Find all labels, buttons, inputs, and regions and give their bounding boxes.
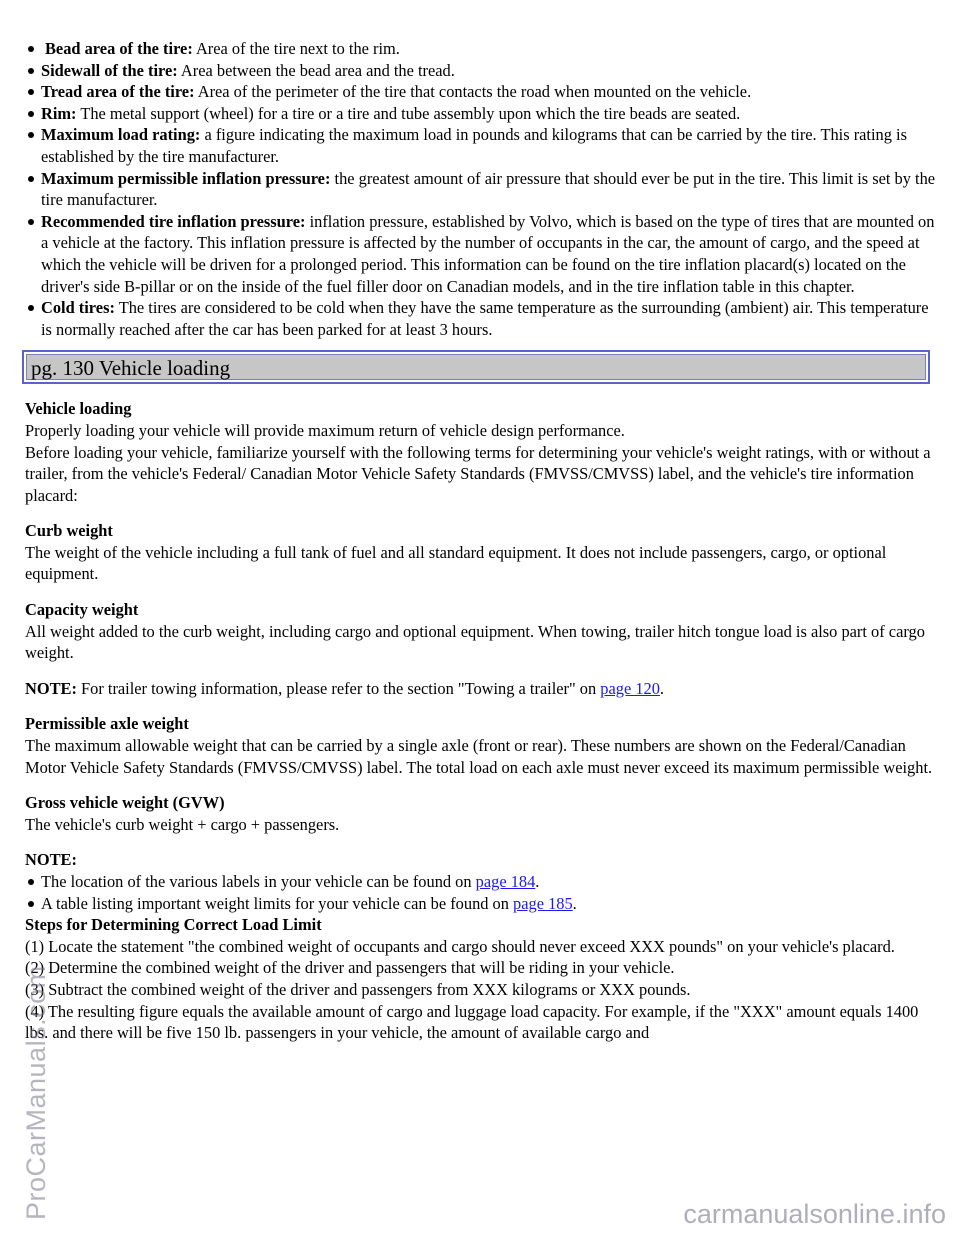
note-label: NOTE: bbox=[25, 850, 77, 870]
definition-item bbox=[25, 38, 937, 60]
note-label: NOTE: bbox=[25, 678, 77, 698]
gvw-section bbox=[25, 792, 937, 835]
definition-term: Cold tires: bbox=[41, 298, 115, 318]
section-heading: Steps for Determining Correct Load Limit bbox=[25, 915, 322, 935]
page-content bbox=[25, 38, 937, 1044]
definition-item bbox=[25, 60, 937, 82]
note-text: For trailer towing information, please refer to the section "Towing a trailer" on bbox=[76, 678, 601, 698]
page-120-link[interactable]: page 120 bbox=[600, 678, 660, 698]
step-4: (4) The resulting figure equals the available amount of cargo and luggage load capacity. For example, if the "XXX" amount equals 1400 lbs. and there will be five 150 lb. passengers in your vehicle, the amount of available cargo and bbox=[25, 1001, 919, 1043]
paragraph: Properly loading your vehicle will provide maximum return of vehicle design performance. bbox=[25, 420, 625, 440]
definition-term: Bead area of the tire: bbox=[45, 39, 193, 58]
definition-item bbox=[25, 124, 937, 167]
paragraph: Before loading your vehicle, familiarize yourself with the following terms for determining your vehicle's weight ratings, with or without a trailer, from the vehicle's Federal/ Canadian Motor Vehicle Safety Standards (FMVSS/CMVSS) label, and the vehicle's tire information placard: bbox=[25, 442, 931, 505]
section-heading: Permissible axle weight bbox=[25, 714, 189, 734]
paragraph: The vehicle's curb weight + cargo + passengers. bbox=[25, 814, 340, 834]
note-item-text: The location of the various labels in your vehicle can be found on bbox=[41, 872, 476, 891]
bottom-watermark: carmanualsonline.info bbox=[683, 1199, 946, 1229]
definition-text: the greatest amount of air pressure that should ever be put in the tire. This limit is set by the tire manufacturer. bbox=[41, 168, 936, 210]
section-banner bbox=[22, 350, 930, 384]
definition-item bbox=[25, 168, 937, 211]
section-heading: Gross vehicle weight (GVW) bbox=[25, 793, 225, 813]
definition-text: The metal support (wheel) for a tire or a tire and tube assembly upon which the tire beads are seated. bbox=[76, 103, 741, 123]
section-heading: Capacity weight bbox=[25, 600, 139, 620]
note-item-text: A table listing important weight limits for your vehicle can be found on bbox=[41, 893, 514, 913]
towing-note bbox=[25, 678, 937, 700]
note-end: . bbox=[535, 872, 540, 891]
definition-text: inflation pressure, established by Volvo, which is based on the type of tires that are mounted on a vehicle at the factory. This inflation pressure is affected by the number of occupants in the car, the amount of cargo, and the speed at which the vehicle will be driven for a prolonged period. This information can be found on the tire inflation placard(s) located on the driver's side B-pillar or on the inside of the fuel filler door on Canadian models, and in the tire inflation table in this chapter. bbox=[41, 211, 935, 296]
note-end: . bbox=[572, 893, 577, 913]
definition-item bbox=[25, 103, 937, 125]
definition-term: Recommended tire inflation pressure: bbox=[41, 211, 306, 231]
note-list bbox=[25, 871, 937, 914]
load-limit-steps bbox=[25, 914, 937, 1044]
watermark-text: ProCarManuals.com bbox=[21, 965, 51, 1220]
definition-item bbox=[25, 297, 937, 340]
definition-text: Area between the bead area and the tread. bbox=[177, 60, 455, 80]
note-item bbox=[25, 893, 937, 915]
paragraph: All weight added to the curb weight, including cargo and optional equipment. When towing, trailer hitch tongue load is also part of cargo weight. bbox=[25, 621, 925, 663]
definition-text: Area of the tire next to the rim. bbox=[192, 39, 400, 58]
definition-term: Maximum load rating: bbox=[41, 125, 201, 145]
note-end: . bbox=[659, 678, 665, 698]
step-3: (3) Subtract the combined weight of the driver and passengers from XXX kilograms or XXX pounds. bbox=[25, 979, 691, 999]
definition-list bbox=[25, 38, 937, 340]
page-184-link[interactable]: page 184 bbox=[475, 872, 536, 891]
definition-text: The tires are considered to be cold when they have the same temperature as the surrounding (ambient) air. This temperature is normally reached after the car has been parked for at least 3 hours. bbox=[41, 298, 929, 339]
note-item bbox=[25, 871, 937, 893]
definition-term: Tread area of the tire: bbox=[41, 82, 195, 102]
section-banner-title: pg. 130 Vehicle loading bbox=[26, 354, 926, 380]
definition-term: Sidewall of the tire: bbox=[41, 60, 178, 80]
curb-weight-section bbox=[25, 520, 937, 585]
vehicle-loading-section bbox=[25, 398, 937, 506]
step-1: (1) Locate the statement "the combined weight of occupants and cargo should never exceed XXX pounds" on your vehicle's placard. bbox=[25, 936, 895, 956]
definition-term: Rim: bbox=[41, 103, 77, 123]
definition-term: Maximum permissible inflation pressure: bbox=[41, 168, 331, 188]
axle-weight-section bbox=[25, 713, 937, 778]
capacity-weight-section bbox=[25, 599, 937, 664]
section-heading: Vehicle loading bbox=[25, 399, 132, 419]
page-185-link[interactable]: page 185 bbox=[513, 893, 573, 913]
paragraph: The weight of the vehicle including a full tank of fuel and all standard equipment. It does not include passengers, cargo, or optional equipment. bbox=[25, 542, 887, 584]
paragraph: The maximum allowable weight that can be carried by a single axle (front or rear). These numbers are shown on the Federal/Canadian Motor Vehicle Safety Standards (FMVSS/CMVSS) label. The total load on each axle must never exceed its maximum permissible weight. bbox=[25, 736, 933, 777]
note-heading bbox=[25, 849, 937, 871]
definition-item bbox=[25, 211, 937, 297]
step-2: (2) Determine the combined weight of the driver and passengers that will be riding in your vehicle. bbox=[25, 958, 675, 978]
definition-text: Area of the perimeter of the tire that contacts the road when mounted on the vehicle. bbox=[194, 82, 752, 102]
section-heading: Curb weight bbox=[25, 521, 113, 541]
definition-text: a figure indicating the maximum load in pounds and kilograms that can be carried by the tire. This rating is established by the tire manufacturer. bbox=[41, 125, 907, 166]
definition-item bbox=[25, 81, 937, 103]
